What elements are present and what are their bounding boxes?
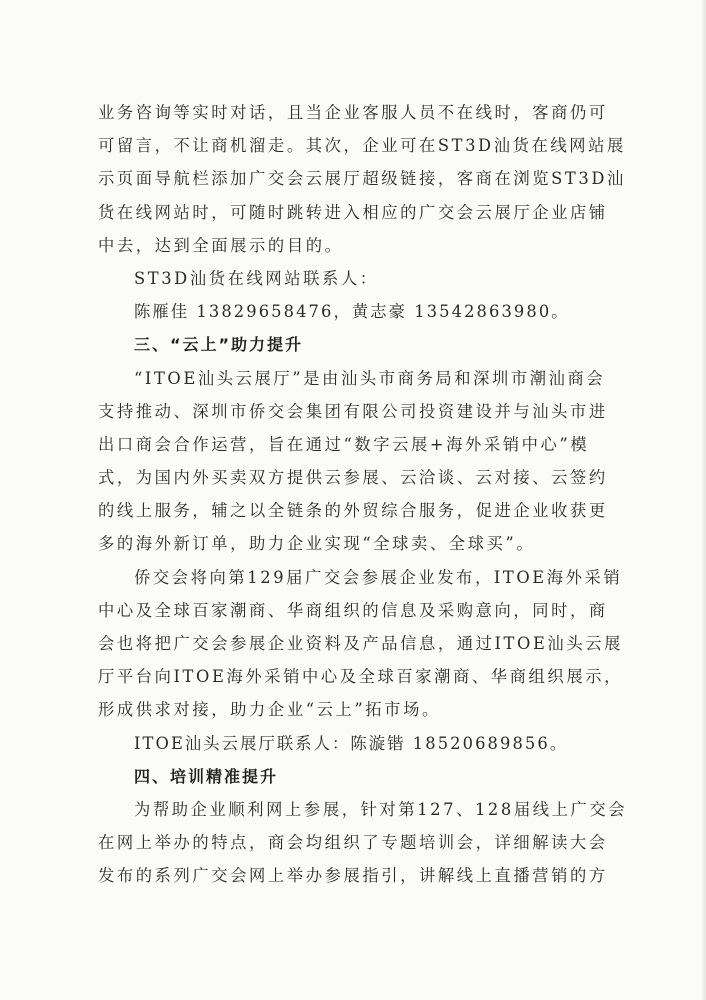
body-line: 业务咨询等实时对话，且当企业客服人员不在线时，客商仍可 — [98, 103, 608, 122]
body-line: 可留言，不让商机溜走。其次，企业可在ST3D汕货在线网站展 — [98, 136, 626, 156]
body-line: 的线上服务，辅之以全链条的外贸综合服务，促进企业收获更 — [98, 501, 608, 521]
body-line: 发布的系列广交会网上举办参展指引，讲解线上直播营销的方 — [98, 866, 608, 886]
contact-label: ST3D汕货在线网站联系人： — [134, 268, 379, 288]
body-line: 多的海外新订单，助力企业实现“全球卖、全球买”。 — [98, 534, 536, 554]
contact-details: 陈雁佳 13829658476，黄志豪 13542863980。 — [134, 302, 570, 322]
body-line: 示页面导航栏添加广交会云展厅超级链接，客商在浏览ST3D汕 — [98, 169, 626, 189]
body-line: 中心及全球百家潮商、华商组织的信息及采购意向，同时，商 — [98, 600, 608, 620]
section-heading-four: 四、培训精准提升 — [134, 766, 279, 786]
section-heading-three: 三、“云上”助力提升 — [134, 335, 304, 355]
body-line: 侨交会将向第129届广交会参展企业发布，ITOE海外采销 — [134, 567, 623, 587]
body-line: “ITOE汕头云展厅”是由汕头市商务局和深圳市潮汕商会 — [134, 368, 606, 388]
document-body — [98, 96, 628, 893]
body-line: 出口商会合作运营，旨在通过“数字云展+海外采销中心”模 — [98, 434, 590, 454]
body-line: 支持推动、深圳市侨交会集团有限公司投资建设并与汕头市进 — [98, 401, 608, 421]
body-line: 在网上举办的特点，商会均组织了专题培训会，详细解读大会 — [98, 833, 608, 853]
body-line: 为帮助企业顺利网上参展，针对第127、128届线上广交会 — [134, 799, 628, 819]
body-line: 式，为国内外买卖双方提供云参展、云洽谈、云对接、云签约 — [98, 468, 608, 488]
body-line: 会也将把广交会参展企业资料及产品信息，通过ITOE汕头云展 — [98, 634, 623, 653]
body-line: 货在线网站时，可随时跳转进入相应的广交会云展厅企业店铺 — [98, 202, 608, 222]
scan-edge-shadow — [702, 0, 706, 1000]
body-line: 中去，达到全面展示的目的。 — [98, 235, 344, 255]
body-line: 形成供求对接，助力企业“云上”拓市场。 — [98, 700, 441, 720]
contact-details: ITOE汕头云展厅联系人：陈漩锴 18520689856。 — [134, 733, 569, 753]
body-line: 厅平台向ITOE海外采销中心及全球百家潮商、华商组织展示， — [98, 667, 623, 687]
